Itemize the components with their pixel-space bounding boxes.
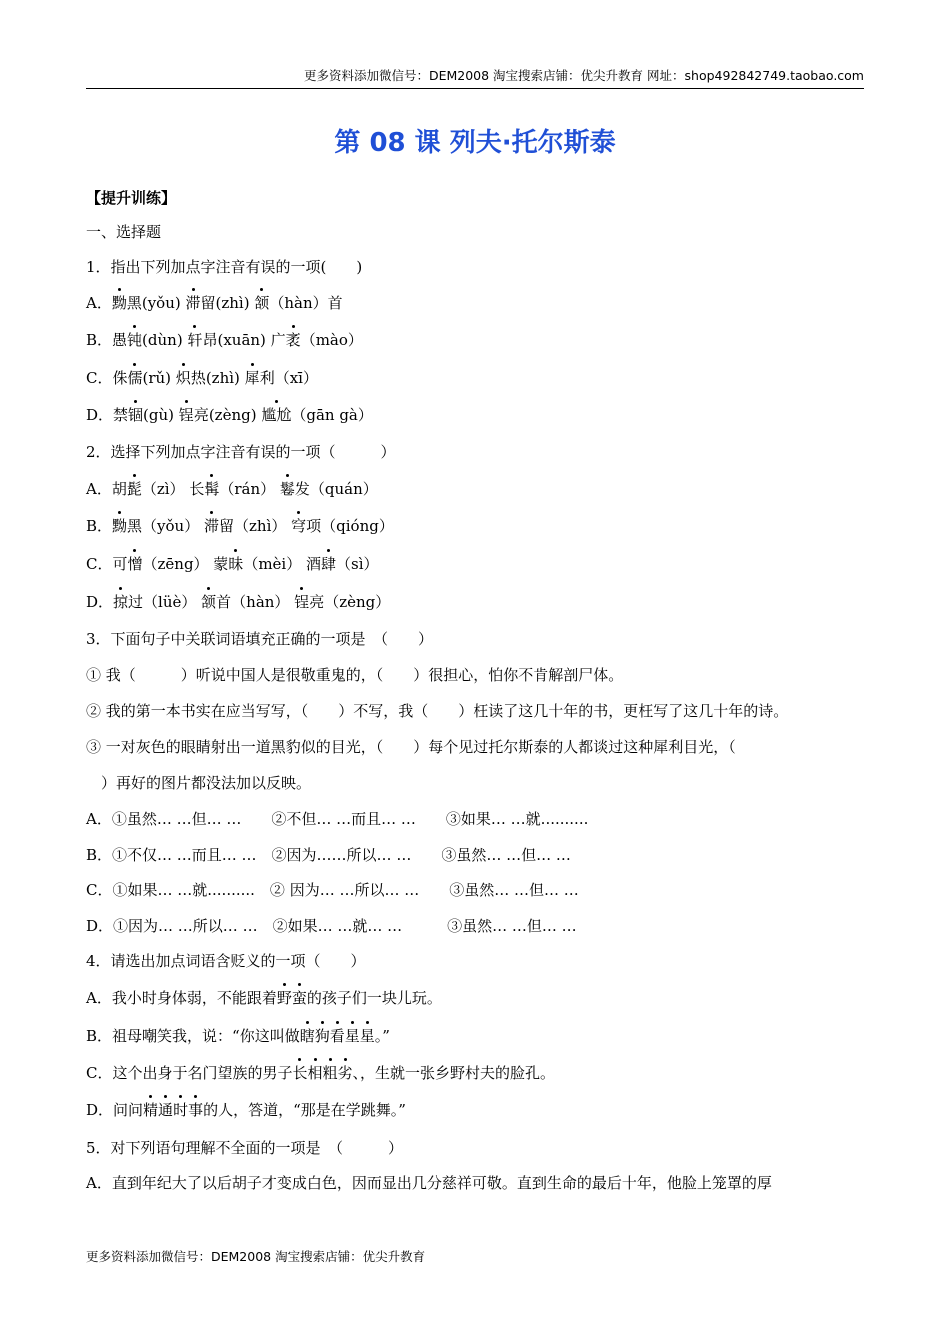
- question-3-option-a: A．①虽然… …但… … ②不但… …而且… … ③如果… …就..........: [86, 810, 589, 828]
- dotted-char: 颔: [254, 294, 270, 312]
- question-3-sentence-1: ① 我（ ）听说中国人是很敬重鬼的，（ ）很担心，怕你不肯解剖尸体。: [86, 666, 624, 684]
- question-1-option-d: D．禁锢(gù) 锃亮(zèng) 尴尬（gān gà）: [86, 406, 373, 424]
- dotted-char: 憎: [127, 555, 143, 573]
- question-3-sentence-3: ③ 一对灰色的眼睛射出一道黑豹似的目光，（ ）每个见过托尔斯泰的人都谈过这种犀利目光，（: [86, 738, 736, 756]
- question-1-option-c: C．侏儒(rǔ) 炽热(zhì) 犀利（xī）: [86, 369, 318, 387]
- dotted-char: 通: [158, 1101, 174, 1119]
- page-title: 第 08 课 列夫·托尔斯泰: [334, 128, 616, 158]
- dotted-char: 劣: [337, 1064, 353, 1082]
- dotted-char: 锃: [294, 593, 310, 611]
- dotted-char: 黝: [111, 294, 127, 312]
- dotted-char: 野: [276, 989, 292, 1007]
- dotted-char: 锃: [178, 406, 194, 424]
- dotted-char: 滞: [203, 517, 219, 535]
- dotted-char: 穹: [291, 517, 307, 535]
- question-5-stem: 5．对下列语句理解不全面的一项是 （ ）: [86, 1139, 404, 1157]
- dotted-char: 掠: [113, 593, 129, 611]
- section-title: 【提升训练】: [86, 189, 177, 207]
- question-4-option-c: C．这个出身于名门望族的男子长相粗劣、，生就一张乡野村夫的脸孔。: [86, 1064, 556, 1082]
- dotted-char: 钝: [127, 331, 143, 349]
- question-2-option-d: D．掠过（lüè） 颔首（hàn） 锃亮（zèng）: [86, 593, 391, 611]
- question-3-stem: 3．下面句子中关联词语填充正确的一项是 （ ）: [86, 630, 434, 648]
- dotted-char: 昧: [228, 555, 244, 573]
- dotted-char: 黝: [112, 517, 128, 535]
- question-3-option-c: C．①如果… …就.......... ② 因为… …所以… … ③虽然… …但… …: [86, 881, 579, 899]
- question-4-option-d: D．问问精通时事的人，答道，“那是在学跳舞。”: [86, 1101, 406, 1119]
- dotted-char: 儒: [127, 369, 143, 387]
- dotted-char: 蛮: [291, 989, 307, 1007]
- question-2-option-b: B．黝黑（yǒu） 滞留（zhì） 穹项（qióng）: [86, 517, 394, 535]
- dotted-char: 滞: [185, 294, 201, 312]
- question-3-option-b: B．①不仅… …而且… … ②因为……所以… … ③虽然… …但… …: [86, 846, 571, 864]
- question-5-option-a: A．直到年纪大了以后胡子才变成白色，因而显出几分慈祥可敬。直到生命的最后十年，他脸上笼罩的厚: [86, 1174, 772, 1192]
- dotted-phrase: [292, 1064, 352, 1082]
- question-2-stem: 2．选择下列加点字注音有误的一项（ ）: [86, 443, 396, 461]
- dotted-char: 时: [173, 1101, 189, 1119]
- dotted-char: 袤: [285, 331, 301, 349]
- dotted-char: 肆: [321, 555, 337, 573]
- page-header: 更多资料添加微信号：DEM2008 淘宝搜索店铺：优尖升教育 网址：shop492842749.taobao.com: [303, 68, 864, 83]
- question-4-stem: 4．请选出加点词语含贬义的一项（ ）: [86, 952, 366, 970]
- dotted-char: 星: [344, 1027, 360, 1045]
- dotted-char: 长: [292, 1064, 308, 1082]
- question-3-sentence-2: ② 我的第一本书实在应当写写，（ ）不写，我（ ）枉读了这几十年的书，更枉写了这几十年的诗。: [86, 702, 789, 720]
- dotted-char: 髭: [126, 480, 142, 498]
- dotted-char: 精: [143, 1101, 159, 1119]
- dotted-char: 鬈: [279, 480, 295, 498]
- question-2-option-a: A．胡髭（zì） 长髯（rán） 鬈发（quán）: [86, 480, 378, 498]
- question-1-option-a: A．黝黑(yǒu) 滞留(zhì) 颔（hàn）首: [86, 294, 343, 312]
- question-3-option-d: D．①因为… …所以… … ②如果… …就… … ③虽然… …但… …: [86, 917, 577, 935]
- header-rule: [86, 88, 864, 89]
- question-2-option-c: C．可憎（zēng） 蒙昧（mèi） 酒肆（sì）: [86, 555, 379, 573]
- dotted-char: 尴尬: [261, 406, 292, 424]
- question-4-option-a: A．我小时身体弱，不能跟着野蛮的孩子们一块儿玩。: [86, 989, 442, 1007]
- question-4-option-b: B．祖母嘲笑我，说：“你这叫做瞎狗看星星。”: [86, 1027, 390, 1045]
- question-3-sentence-3-cont: ）再好的图片都没法加以反映。: [86, 774, 312, 792]
- dotted-char: 髯: [204, 480, 220, 498]
- dotted-char: 粗: [322, 1064, 338, 1082]
- dotted-char: 星: [359, 1027, 375, 1045]
- part-title: 一、选择题: [86, 223, 162, 241]
- dotted-char: 看: [329, 1027, 345, 1045]
- page-footer: 更多资料添加微信号：DEM2008 淘宝搜索店铺：优尖升教育: [86, 1249, 426, 1264]
- question-1-stem: 1．指出下列加点字注音有误的一项( ): [86, 258, 363, 276]
- dotted-char: 轩: [187, 331, 203, 349]
- dotted-char: 锢: [128, 406, 144, 424]
- dotted-char: 颔: [201, 593, 217, 611]
- dotted-char: 狗: [314, 1027, 330, 1045]
- dotted-char: 瞎: [299, 1027, 315, 1045]
- dotted-phrase: [143, 1101, 203, 1119]
- dotted-char: 相: [307, 1064, 323, 1082]
- dotted-phrase: [277, 989, 307, 1007]
- dotted-char: 炽: [175, 369, 191, 387]
- dotted-char: 事: [188, 1101, 204, 1119]
- question-1-option-b: B．愚钝(dùn) 轩昂(xuān) 广袤（mào）: [86, 331, 363, 349]
- dotted-phrase: [300, 1027, 375, 1045]
- dotted-char: 犀: [244, 369, 260, 387]
